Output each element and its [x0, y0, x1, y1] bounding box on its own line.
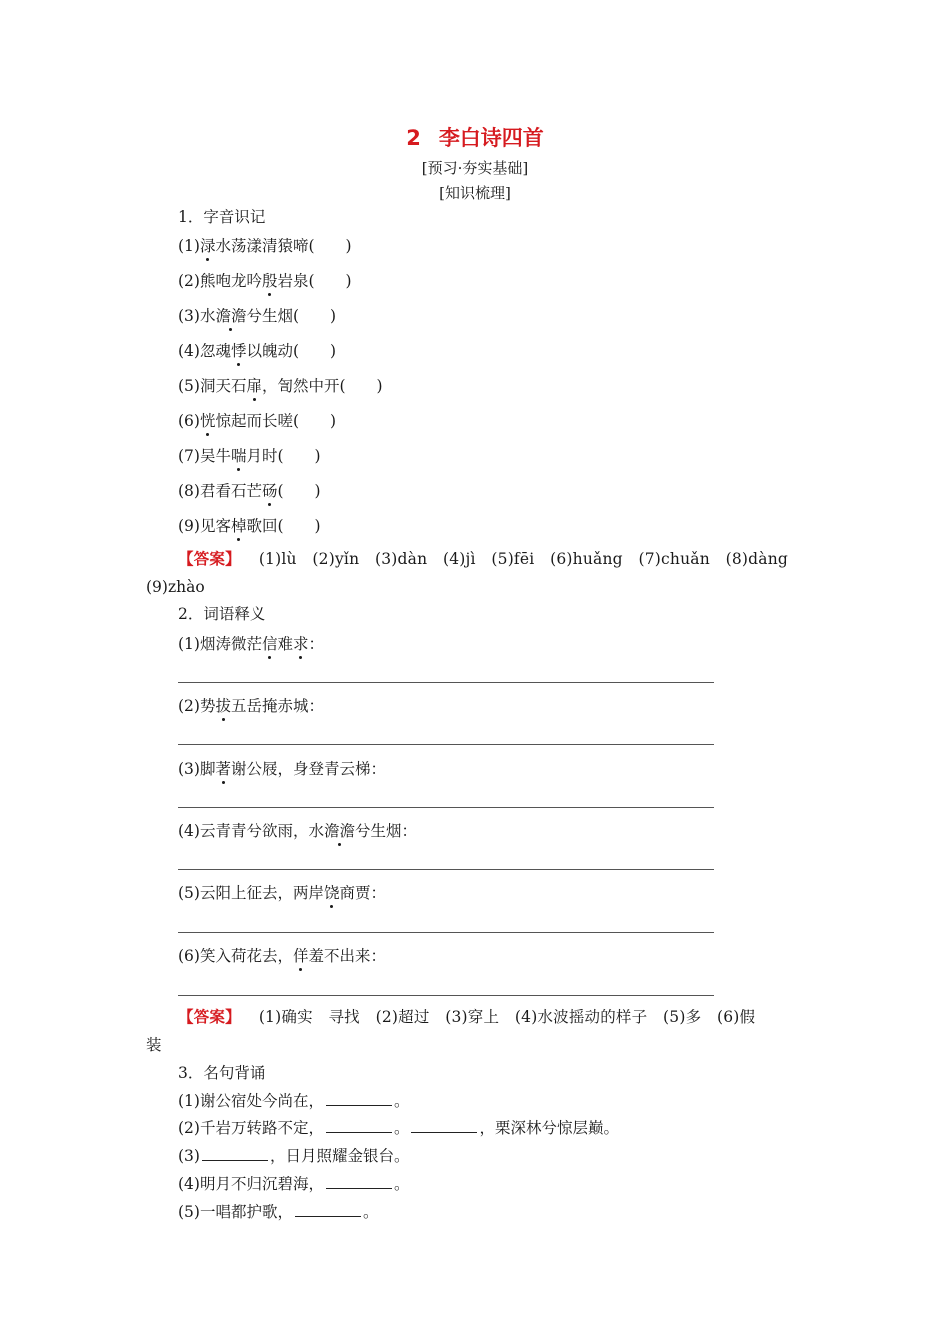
dotted-char: 拔 — [215, 697, 231, 715]
dotted-char: 信 — [261, 635, 278, 653]
page-title — [0, 122, 950, 152]
pronunciation-item-2: (2)熊咆龙吟殷岩泉( ) — [178, 272, 352, 290]
dotted-char: 扉 — [246, 377, 262, 395]
answer-tag: 【答案】 — [178, 549, 241, 568]
definition-item-4: (4)云青青兮欲雨，水澹澹兮生烟： — [178, 822, 418, 840]
dotted-char: 砀 — [261, 482, 278, 500]
dotted-char: 悸 — [230, 342, 247, 360]
definition-item-2: (2)势拔五岳掩赤城： — [178, 697, 325, 715]
definition-item-6: (6)笑入荷花去，佯羞不出来： — [178, 947, 387, 965]
answer-rule — [178, 995, 714, 996]
answer-line — [178, 549, 788, 569]
recitation-item-5: (5)一唱都护歌， 。 — [178, 1203, 379, 1221]
pronunciation-item-8: (8)君看石芒砀( ) — [178, 482, 321, 500]
dotted-char: 恍 — [199, 412, 216, 430]
answer-rule — [178, 682, 714, 683]
lesson-number: 2 — [406, 126, 421, 150]
dotted-char: 喘 — [230, 447, 247, 465]
section-subheading-preview: [预习·夯实基础] — [421, 159, 529, 177]
dotted-char: 棹 — [230, 517, 247, 535]
recitation-item-3: (3) ，日月照耀金银台。 — [178, 1147, 410, 1165]
definition-item-5: (5)云阳上征去，两岸饶商贾： — [178, 884, 387, 902]
dotted-char: 殷 — [261, 272, 278, 290]
lesson-title: 李白诗四首 — [438, 126, 544, 150]
answer-rule — [178, 744, 714, 745]
recitation-item-4: (4)明月不归沉碧海， 。 — [178, 1175, 410, 1193]
fill-blank[interactable] — [295, 1202, 361, 1217]
section2-heading: 2．词语释义 — [178, 605, 266, 623]
definition-item-1: (1)烟涛微茫信难求： — [178, 635, 325, 653]
answer-rule — [178, 807, 714, 808]
answer-text: (1)lù (2)yǐn (3)dàn (4)jì (5)fēi (6)huǎng (7)chuǎn (8)dàng — [258, 550, 789, 568]
dotted-char: 渌 — [199, 237, 216, 255]
fill-blank[interactable] — [326, 1118, 392, 1133]
fill-blank[interactable] — [411, 1118, 477, 1133]
definition-item-3: (3)脚著谢公屐，身登青云梯： — [178, 760, 387, 778]
pronunciation-item-7: (7)吴牛喘月时( ) — [178, 447, 321, 465]
pronunciation-item-1: (1)渌水荡漾清猿啼( ) — [178, 237, 352, 255]
answer-line — [178, 1007, 755, 1027]
dotted-char: 澹澹 — [215, 307, 247, 325]
pronunciation-item-5: (5)洞天石扉，訇然中开( ) — [178, 377, 383, 395]
answer-rule — [178, 932, 714, 933]
answer-line-cont: 装 — [146, 1036, 162, 1054]
section3-heading: 3．名句背诵 — [178, 1064, 266, 1082]
pronunciation-item-6: (6)恍惊起而长嗟( ) — [178, 412, 337, 430]
answer-line-cont: (9)zhào — [146, 578, 205, 596]
answer-text: (1)确实 寻找 (2)超过 (3)穿上 (4)水波摇动的样子 (5)多 (6)假 — [258, 1008, 756, 1026]
dotted-char: 佯 — [292, 947, 309, 965]
section1-heading: 1．字音识记 — [178, 208, 266, 226]
section-subheading-knowledge: [知识梳理] — [439, 184, 511, 202]
pronunciation-item-3: (3)水澹澹兮生烟( ) — [178, 307, 337, 325]
fill-blank[interactable] — [326, 1174, 392, 1189]
answer-tag: 【答案】 — [178, 1007, 241, 1026]
recitation-item-1: (1)谢公宿处今尚在， 。 — [178, 1092, 410, 1110]
recitation-item-2: (2)千岩万转路不定， 。 ，栗深林兮惊层巅。 — [178, 1119, 619, 1137]
dotted-char: 澹澹 — [323, 822, 355, 840]
fill-blank[interactable] — [326, 1091, 392, 1106]
answer-rule — [178, 869, 714, 870]
dotted-char: 求 — [293, 635, 309, 653]
pronunciation-item-9: (9)见客棹歌回( ) — [178, 517, 321, 535]
fill-blank[interactable] — [202, 1146, 268, 1161]
dotted-char: 著 — [215, 760, 231, 778]
dotted-char: 饶 — [323, 884, 340, 902]
pronunciation-item-4: (4)忽魂悸以魄动( ) — [178, 342, 337, 360]
